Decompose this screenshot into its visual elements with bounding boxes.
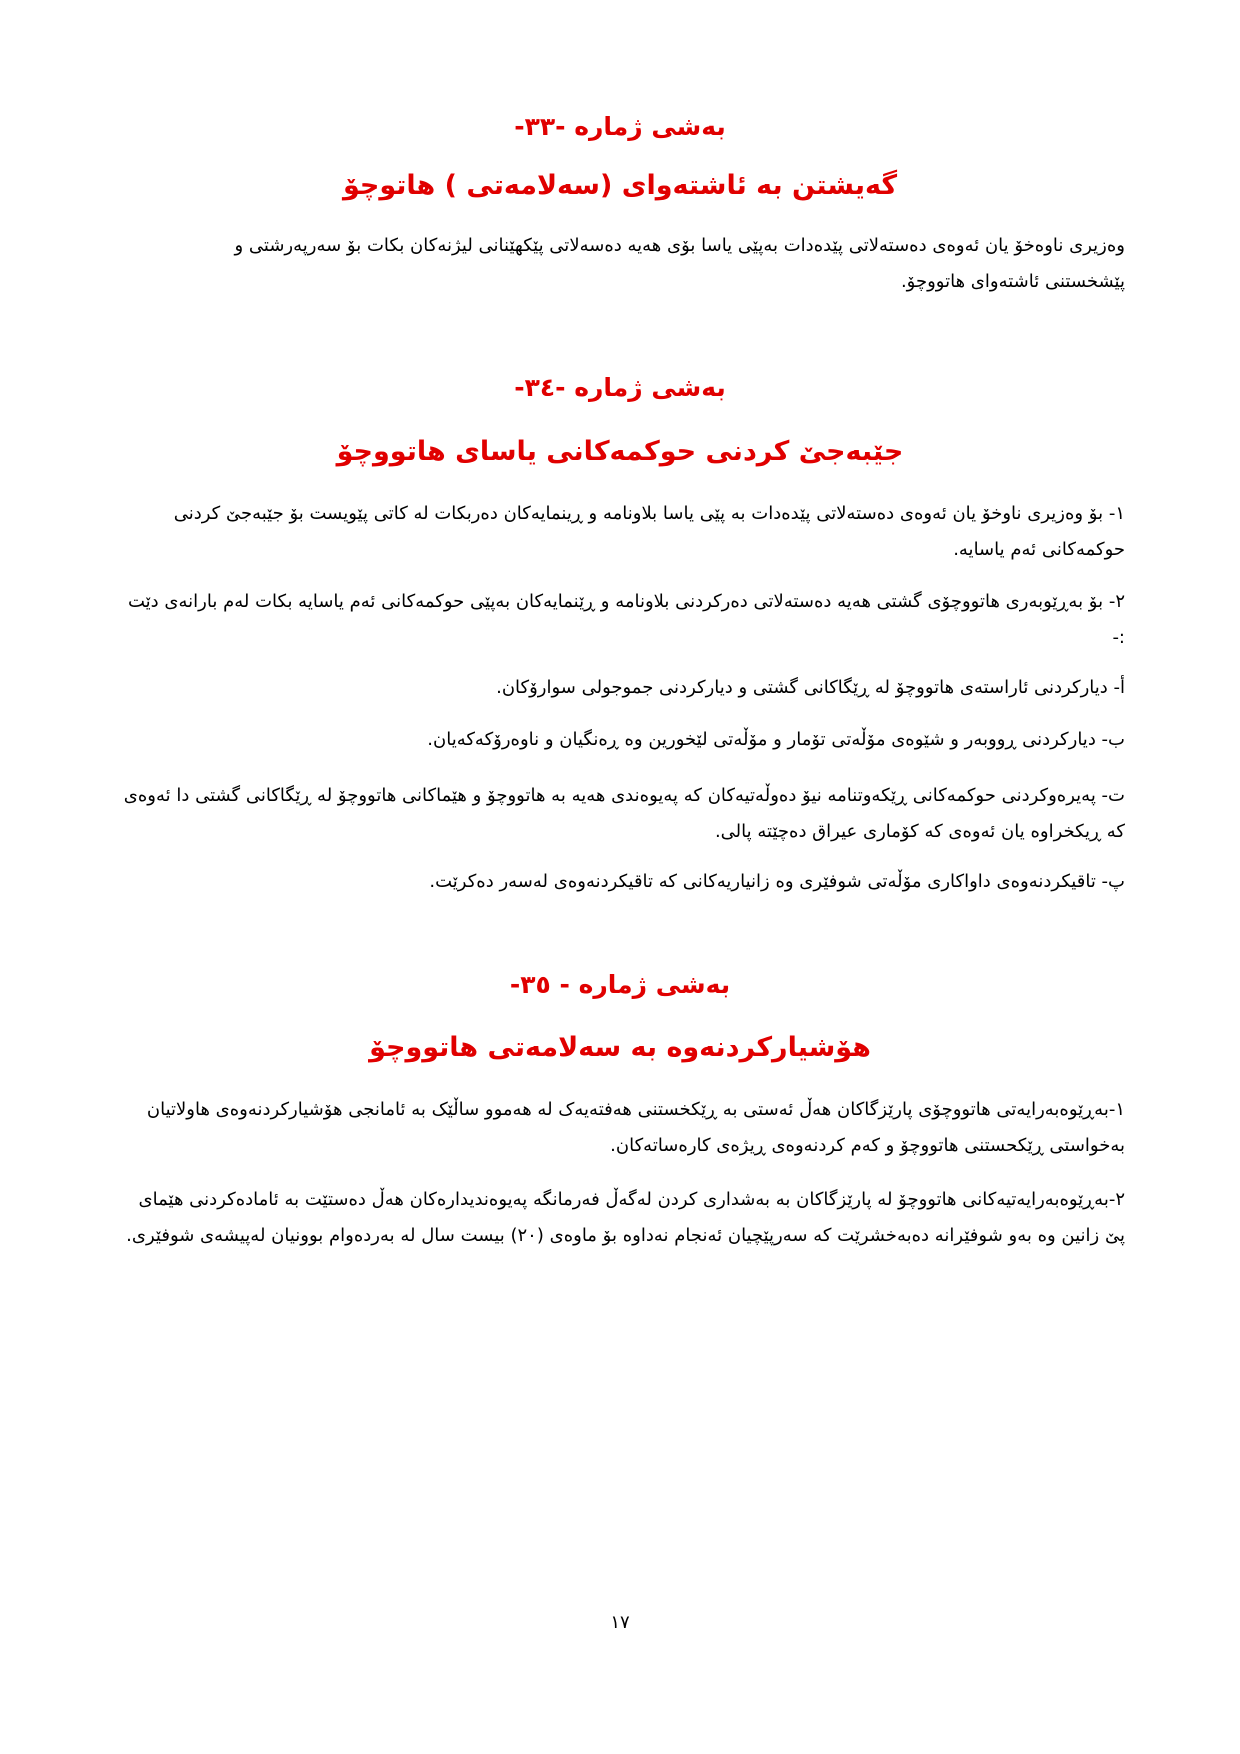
section-34-item-a: أ- دیارکردنی ئاراستەی هاتووچۆ لە ڕێگاکانی گشتی و دیارکردنی جموجولی سوارۆکان.	[496, 677, 1125, 698]
section-34-title: جێبەجێ کردنی حوکمەکانی یاسای هاتووچۆ	[336, 436, 904, 467]
section-33-number: بەشی ژمارە -٣٣-	[514, 112, 726, 141]
section-34-paragraph-1: ١- بۆ وەزیری ناوخۆ یان ئەوەی دەستەلاتی پێدەدات بە پێی یاسا بلاونامە و ڕینمایەکان دەربکات لە کاتی پێویست بۆ جێبەجێ کردنی حوکمەکانی ئەم یاسایە.	[173, 503, 1125, 560]
section-34-paragraph-2: ٢- بۆ بەڕێوبەری هاتووچۆی گشتی هەیە دەستەلاتی دەرکردنی بلاونامە و ڕێنمایەکان بەپێی حوکمەکانی ئەم یاسایە بکات لەم بارانەی دێت :-	[128, 591, 1125, 648]
section-33-title: گەیشتن بە ئاشتەوای (سەلامەتی ) هاتوچۆ	[342, 170, 898, 201]
section-35-number: بەشی ژمارە - ٣٥-	[509, 970, 731, 999]
section-35-paragraph-1: ١-بەڕێوەبەرایەتی هاتووچۆی پارێزگاکان هەڵ ئەستی بە ڕێکخستنی هەفتەیەک لە هەموو ساڵێک بە ئامانجی هۆشیارکردنەوەی هاولاتیان بەخواستی ڕێکحستنی هاتووچۆ و کەم کردنەوەی ڕیژەی کارەساتەکان.	[146, 1099, 1125, 1156]
section-34-item-t: ت- پەیرەوکردنی حوکمەکانی ڕێکەوتنامە نیۆ دەوڵەتیەکان کە پەیوەندی هەیە بە هاتووچۆ و هێماکانی هاتووچۆ لە ڕێگاکانی گشتی دا ئەوەی کە ڕیکخراوە یان ئەوەی کە کۆماری عیراق دەچێتە پالی.	[123, 785, 1125, 842]
section-33-paragraph-1: وەزیری ناوەخۆ یان ئەوەی دەستەلاتی پێدەدات بەپێی یاسا بۆی هەیە دەسەلاتی پێکهێنانی لیژنەکان بکات بۆ سەرپەرشتی و پێشخستنی ئاشتەوای هاتووچۆ.	[234, 235, 1125, 292]
section-34-number: بەشی ژمارە -٣٤-	[514, 373, 726, 402]
section-35-paragraph-2: ٢-بەڕێوەبەرایەتیەکانی هاتووچۆ لە پارێزگاکان بە بەشداری کردن لەگەڵ فەرمانگە پەیوەندیدارەکان هەڵ دەستێت بە ئامادەکردنی هێمای پێ زانین وە بەو شوفێرانە دەبەخشرێت کە سەرپێچیان ئەنجام نەداوە بۆ ماوەی (٢٠) بیست سال لە بەردەوام بوونیان لەپیشەی شوفێری.	[126, 1189, 1125, 1246]
section-34-item-b: ب- دیارکردنی ڕووبەر و شێوەی مۆڵەتی تۆمار و مۆڵەتی لێخورین وە ڕەنگیان و ناوەرۆکەکەیان.	[427, 729, 1125, 750]
section-35-title: هۆشیارکردنەوە بە سەلامەتی هاتووچۆ	[369, 1032, 871, 1063]
section-34-item-p: پ- تاقیکردنەوەی داواکاری مۆڵەتی شوفێری وە زانیاریەکانی کە تاقیکردنەوەی لەسەر دەکرێت.	[429, 871, 1125, 892]
page-number: ١٧	[610, 1612, 630, 1633]
